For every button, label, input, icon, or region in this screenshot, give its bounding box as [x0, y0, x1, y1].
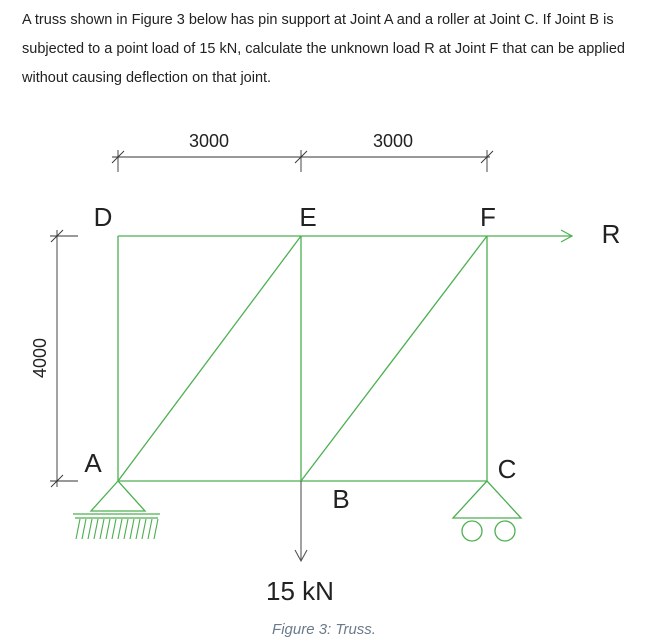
pin-support-A: [73, 481, 160, 539]
roller-support-C: [453, 481, 521, 541]
dim-height: 4000: [30, 337, 50, 379]
load-label-15kN: 15 kN: [266, 576, 334, 606]
joint-label-C: C: [497, 454, 517, 484]
joint-label-F: F: [480, 202, 496, 232]
load-label-R: R: [601, 219, 621, 249]
dim-right-span: 3000: [372, 131, 414, 151]
joint-label-A: A: [84, 448, 102, 478]
problem-statement: A truss shown in Figure 3 below has pin support at Joint A and a roller at Joint C. If Joint B is subjected to a point load of 15 kN, calculate the unknown load R at Joint F that can be applied without causing deflection on that joint.: [22, 12, 625, 86]
top-dimension: [112, 150, 493, 172]
member-BF: [301, 236, 487, 481]
figure-caption: Figure 3: Truss.: [272, 621, 376, 638]
member-AE: [118, 236, 301, 481]
joint-label-E: E: [299, 202, 317, 232]
joint-label-B: B: [332, 484, 350, 514]
dim-left-span: 3000: [188, 131, 230, 151]
joint-label-D: D: [93, 202, 113, 232]
left-dimension: [50, 230, 78, 487]
truss-members: [118, 236, 487, 481]
